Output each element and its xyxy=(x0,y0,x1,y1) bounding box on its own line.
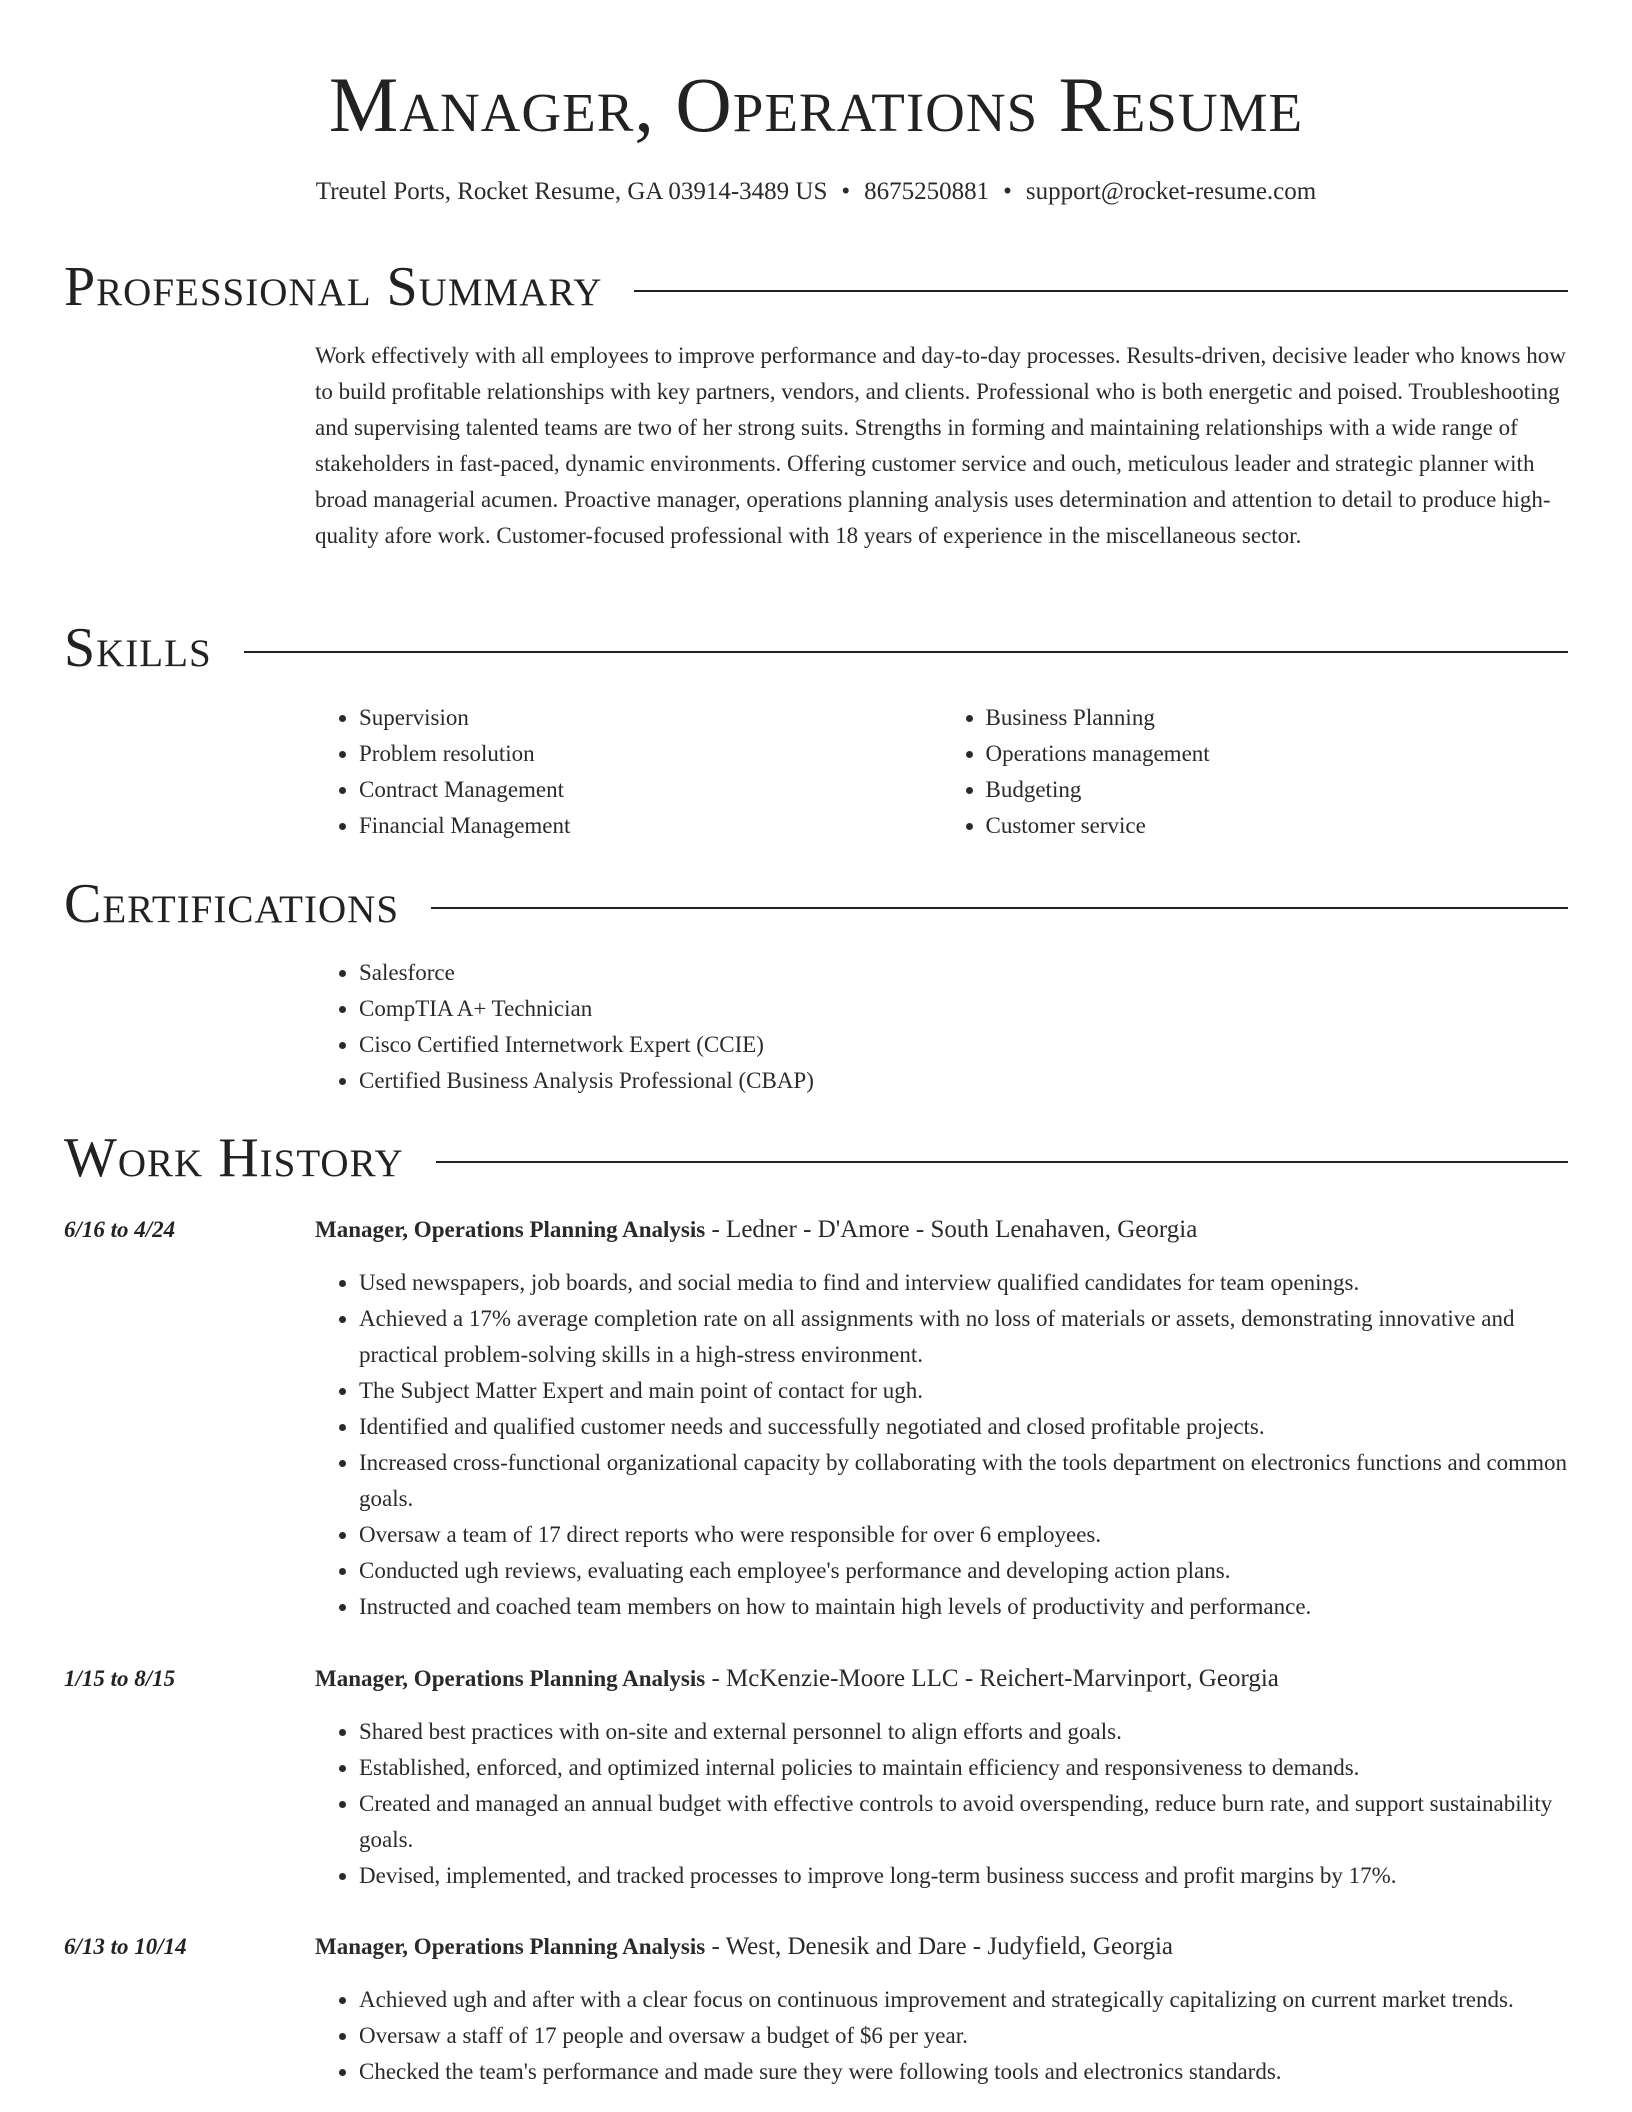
summary-text: Work effectively with all employees to improve performance and day-to-day processes. Results-driven, decisive leader who knows how to build profitable relationships with key partners, vendors, and clients. Professional who is both energetic and poised. Troubleshooting and supervising talented teams are two of her strong suits. Strengths in forming and maintaining relationships with a wide range of stakeholders in fast-paced, dynamic environments. Offering customer service and ouch, meticulous leader and strategic planner with broad managerial acumen. Proactive manager, operations planning analysis uses determination and attention to detail to produce high-quality afore work. Customer-focused professional with 18 years of experience in the miscellaneous sector. xyxy=(315,343,1566,548)
skill-item: • Financial Management xyxy=(359,808,942,844)
contact-phone: 8675250881 xyxy=(864,178,990,205)
skills-heading: Skills xyxy=(64,617,212,679)
job-bullet: • Instructed and coached team members on how to maintain high levels of productivity and performance. xyxy=(359,1589,1568,1625)
skills-left-list xyxy=(315,700,942,844)
contact-email[interactable]: support@rocket-resume.com xyxy=(1025,178,1317,205)
skill-item: • Customer service xyxy=(986,808,1569,844)
job-bullet: • Devised, implemented, and tracked processes to improve long-term business success and profit margins by 17%. xyxy=(359,1858,1568,1894)
job-employer-location: - McKenzie-Moore LLC - Reichert-Marvinport, Georgia xyxy=(705,1665,1279,1692)
work-history-section-header xyxy=(64,1126,1568,1190)
skills-section-header xyxy=(64,616,1568,680)
job-bullet: • Achieved ugh and after with a clear focus on continuous improvement and strategically capitalizing on current market trends. xyxy=(359,1982,1568,2018)
job-title-line xyxy=(315,1929,1568,1965)
certifications-list xyxy=(315,955,1568,1099)
skill-item: • Contract Management xyxy=(359,772,942,808)
skills-grid xyxy=(315,700,1568,844)
job-bullets xyxy=(315,1714,1568,1894)
job-title-line xyxy=(315,1212,1568,1248)
job-bullet: • Shared best practices with on-site and external personnel to align efforts and goals. xyxy=(359,1714,1568,1750)
section-divider xyxy=(244,651,1568,653)
job-bullet: • Increased cross-functional organizational capacity by collaborating with the tools department on electronics functions and common goals. xyxy=(359,1445,1568,1517)
contact-address: Treutel Ports, Rocket Resume, GA 03914-3489 US xyxy=(315,178,828,205)
job-dates: 1/15 to 8/15 xyxy=(64,1666,176,1691)
job-dates: 6/13 to 10/14 xyxy=(64,1934,187,1959)
job-role: Manager, Operations Planning Analysis xyxy=(315,1934,706,1959)
job-bullet: • Established, enforced, and optimized internal policies to maintain efficiency and responsiveness to demands. xyxy=(359,1750,1568,1786)
resume-title: Manager, Operations Resume xyxy=(328,61,1304,148)
job-bullet: • Achieved a 17% average completion rate on all assignments with no loss of materials or assets, demonstrating innovative and practical problem-solving skills in a high-stress environment. xyxy=(359,1301,1568,1373)
contact-separator: • xyxy=(841,178,851,205)
skill-item: • Business Planning xyxy=(986,700,1569,736)
job-bullet: • Identified and qualified customer needs and successfully negotiated and closed profitable projects. xyxy=(359,1409,1568,1445)
job-bullets xyxy=(315,1265,1568,1625)
section-divider xyxy=(634,290,1568,292)
certification-item: • Salesforce xyxy=(359,955,1568,991)
job-role: Manager, Operations Planning Analysis xyxy=(315,1666,706,1691)
section-divider xyxy=(431,907,1568,909)
summary-heading: Professional Summary xyxy=(64,256,603,318)
job-bullet: • Oversaw a team of 17 direct reports who were responsible for over 6 employees. xyxy=(359,1517,1568,1553)
skills-right-list xyxy=(942,700,1569,844)
skill-item: • Problem resolution xyxy=(359,736,942,772)
section-divider xyxy=(436,1161,1568,1163)
skill-item: • Supervision xyxy=(359,700,942,736)
skill-item: • Operations management xyxy=(986,736,1569,772)
job-bullet: • Used newspapers, job boards, and social media to find and interview qualified candidates for team openings. xyxy=(359,1265,1568,1301)
certification-item: • Cisco Certified Internetwork Expert (CCIE) xyxy=(359,1027,1568,1063)
job-title-line xyxy=(315,1661,1568,1697)
summary-section-header xyxy=(64,255,1568,319)
job-bullet: • The Subject Matter Expert and main point of contact for ugh. xyxy=(359,1373,1568,1409)
contact-separator: • xyxy=(1003,178,1012,205)
certifications-heading: Certifications xyxy=(64,873,400,935)
job-employer-location: - West, Denesik and Dare - Judyfield, Georgia xyxy=(705,1933,1173,1960)
job-employer-location: - Ledner - D'Amore - South Lenahaven, Georgia xyxy=(705,1216,1198,1243)
contact-line xyxy=(64,176,1568,208)
job-bullet: • Oversaw a staff of 17 people and oversaw a budget of $6 per year. xyxy=(359,2018,1568,2054)
job-dates: 6/16 to 4/24 xyxy=(64,1217,176,1242)
certification-item: • CompTIA A+ Technician xyxy=(359,991,1568,1027)
certifications-body xyxy=(315,955,1568,1099)
job-role: Manager, Operations Planning Analysis xyxy=(315,1217,706,1242)
job-bullet: • Conducted ugh reviews, evaluating each employee's performance and developing action plans. xyxy=(359,1553,1568,1589)
skill-item: • Budgeting xyxy=(986,772,1569,808)
work-history-heading: Work History xyxy=(64,1127,404,1189)
certifications-section-header xyxy=(64,872,1568,936)
job-bullets xyxy=(315,1982,1568,2090)
summary-body xyxy=(315,338,1568,554)
job-bullet: • Created and managed an annual budget with effective controls to avoid overspending, reduce burn rate, and support sustainability goals. xyxy=(359,1786,1568,1858)
job-bullet: • Checked the team's performance and made sure they were following tools and electronics standards. xyxy=(359,2054,1568,2090)
certification-item: • Certified Business Analysis Professional (CBAP) xyxy=(359,1063,1568,1099)
